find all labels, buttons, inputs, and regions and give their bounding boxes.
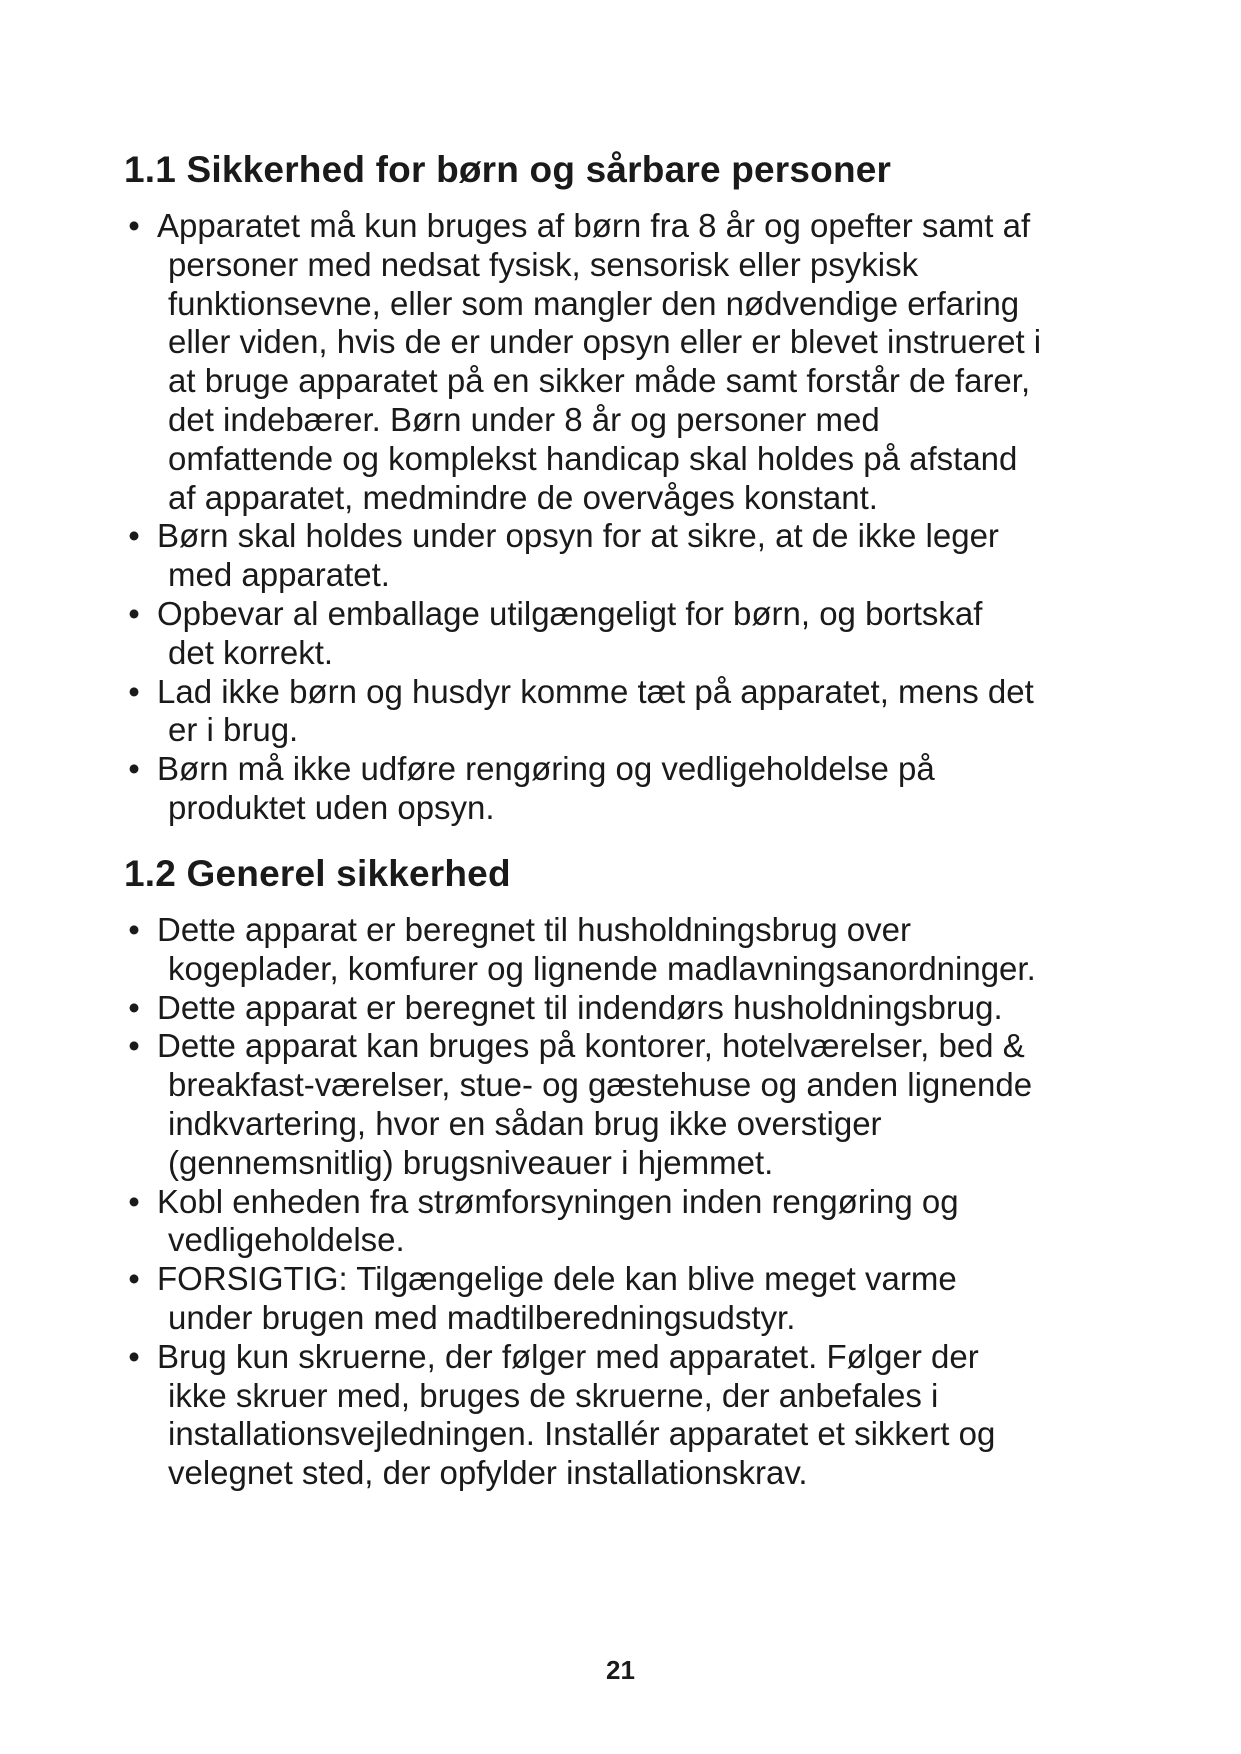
text-line: er i brug. xyxy=(168,711,299,749)
text-line: indkvartering, hvor en sådan brug ikke overstiger xyxy=(168,1104,882,1142)
section-title-child-safety: 1.1 Sikkerhed for børn og sårbare personer xyxy=(124,149,892,190)
text-line: produktet uden opsyn. xyxy=(168,788,495,826)
text-line: Dette apparat er beregnet til indendørs husholdningsbrug. xyxy=(157,988,1003,1026)
general-safety-list xyxy=(124,911,1144,1493)
list-item xyxy=(124,1027,1144,1182)
bullet-icon: • xyxy=(128,594,140,632)
text-line: breakfast-værelser, stue- og gæstehuse og anden lignende xyxy=(168,1066,1033,1104)
text-line: ikke skruer med, bruges de skruerne, der anbefales i xyxy=(168,1376,939,1414)
list-item xyxy=(124,911,1144,989)
text-line: omfattende og komplekst handicap skal holdes på afstand xyxy=(168,439,1018,477)
bullet-icon: • xyxy=(128,1027,140,1065)
text-line: Kobl enheden fra strømforsyningen inden rengøring og xyxy=(157,1182,959,1220)
list-item-text xyxy=(157,750,1144,828)
text-line: at bruge apparatet på en sikker måde samt forstår de farer, xyxy=(168,362,1031,400)
bullet-icon: • xyxy=(128,672,140,710)
text-line: kogeplader, komfurer og lignende madlavningsanordninger. xyxy=(168,949,1036,987)
section-title-general-safety: 1.2 Generel sikkerhed xyxy=(124,853,511,894)
list-item-text xyxy=(157,595,1144,673)
list-item xyxy=(124,595,1144,673)
bullet-icon: • xyxy=(128,517,140,555)
list-item-text xyxy=(157,673,1144,751)
bullet-icon: • xyxy=(128,1337,140,1375)
text-line: installationsvejledningen. Installér apparatet et sikkert og xyxy=(168,1415,996,1453)
text-line: Brug kun skruerne, der følger med apparatet. Følger der xyxy=(157,1337,979,1375)
list-item xyxy=(124,1183,1144,1261)
text-line: det korrekt. xyxy=(168,633,334,671)
text-line: FORSIGTIG: Tilgængelige dele kan blive meget varme xyxy=(157,1260,957,1298)
child-safety-list xyxy=(124,207,1144,828)
list-item xyxy=(124,207,1144,517)
bullet-icon: • xyxy=(128,207,140,244)
text-line: funktionsevne, eller som mangler den nødvendige erfaring xyxy=(168,284,1020,322)
list-item xyxy=(124,673,1144,751)
page-number: 21 xyxy=(606,1655,635,1685)
bullet-icon: • xyxy=(128,750,140,788)
list-item-text xyxy=(157,207,1144,517)
list-item xyxy=(124,1260,1144,1338)
list-item-text xyxy=(157,1260,1144,1338)
text-line: Lad ikke børn og husdyr komme tæt på apparatet, mens det xyxy=(157,672,1034,710)
bullet-icon: • xyxy=(128,1182,140,1220)
text-line: Børn skal holdes under opsyn for at sikre, at de ikke leger xyxy=(157,517,999,555)
text-line: Dette apparat er beregnet til husholdningsbrug over xyxy=(157,911,911,948)
text-line: personer med nedsat fysisk, sensorisk eller psykisk xyxy=(168,245,919,283)
list-item xyxy=(124,989,1144,1028)
text-line: Apparatet må kun bruges af børn fra 8 år og opefter samt af xyxy=(157,207,1031,244)
bullet-icon: • xyxy=(128,1260,140,1298)
list-item-text xyxy=(157,989,1144,1028)
text-line: (gennemsnitlig) brugsniveauer i hjemmet. xyxy=(168,1143,774,1181)
list-item xyxy=(124,1338,1144,1493)
text-line: velegnet sted, der opfylder installationskrav. xyxy=(168,1454,808,1492)
list-item xyxy=(124,517,1144,595)
list-item-text xyxy=(157,1338,1144,1493)
list-item-text xyxy=(157,911,1144,989)
text-line: vedligeholdelse. xyxy=(168,1221,405,1259)
text-line: eller viden, hvis de er under opsyn eller er blevet instrueret i xyxy=(168,323,1042,361)
text-line: med apparatet. xyxy=(168,556,390,594)
text-line: det indebærer. Børn under 8 år og personer med xyxy=(168,400,880,438)
text-line: af apparatet, medmindre de overvåges konstant. xyxy=(168,478,878,516)
text-line: Børn må ikke udføre rengøring og vedligeholdelse på xyxy=(157,750,935,788)
list-item-text xyxy=(157,517,1144,595)
bullet-icon: • xyxy=(128,911,140,948)
list-item xyxy=(124,750,1144,828)
list-item-text xyxy=(157,1027,1144,1182)
text-line: Dette apparat kan bruges på kontorer, hotelværelser, bed & xyxy=(157,1027,1025,1065)
text-line: under brugen med madtilberedningsudstyr. xyxy=(168,1298,796,1336)
list-item-text xyxy=(157,1183,1144,1261)
bullet-icon: • xyxy=(128,988,140,1026)
text-line: Opbevar al emballage utilgængeligt for børn, og bortskaf xyxy=(157,594,983,632)
